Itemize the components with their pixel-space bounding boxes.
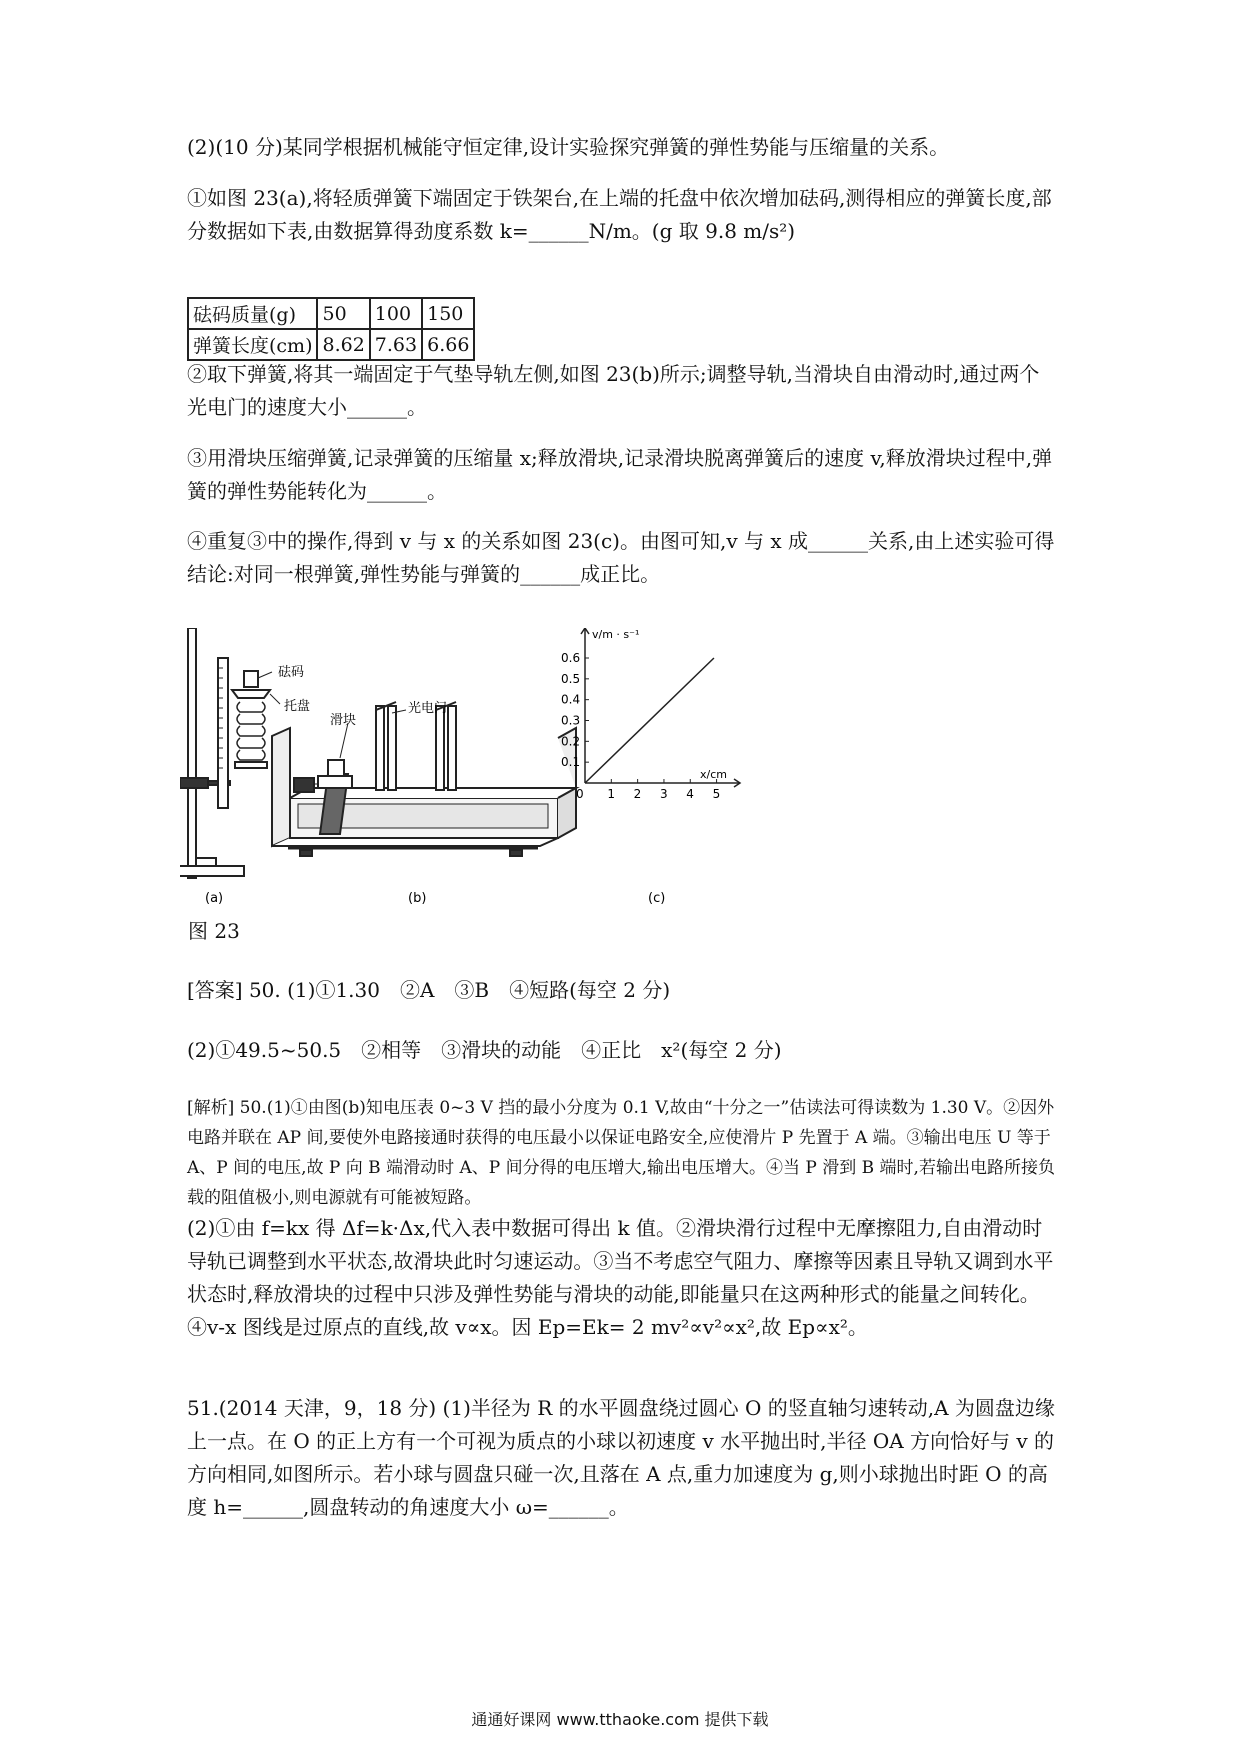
x-tick-label: 4	[686, 787, 694, 801]
table-row	[188, 298, 474, 329]
question-step-4: ④重复③中的操作,得到 v 与 x 的关系如图 23(c)。由图可知,v 与 x 成______关系,由上述实验可得结论:对同一根弹簧,弹性势能与弹簧的______成正比。	[187, 529, 1055, 586]
x-axis-label: x/cm	[700, 768, 727, 781]
slider-label: 滑块	[330, 713, 357, 728]
y-tick-label: 0.4	[561, 692, 581, 707]
analysis-part-2: (2)①由 f=kx 得 Δf=k·Δx,代入表中数据可得出 k 值。②滑块滑行过程中无摩擦阻力,自由滑动时导轨已调整到水平状态,故滑块此时匀速运动。③当不考虑空气阻力、摩擦等因素且导轨又调到水平状态时,释放滑块的过程中只涉及弹性势能与滑块的动能,即能量只在这两种形式的能量之间转化。④v-x 图线是过原点的直线,故 v∝x。因 Ep=Ek= 2 mv²∝v²∝x²,故 Ep∝x²。	[187, 1216, 1054, 1339]
x-tick-label: 0	[576, 787, 584, 801]
table-cell: 150	[422, 298, 474, 329]
y-tick-label: 0.5	[561, 671, 581, 686]
y-tick-label: 0.2	[561, 734, 581, 749]
series-line	[585, 658, 714, 783]
question-step-1: ①如图 23(a),将轻质弹簧下端固定于铁架台,在上端的托盘中依次增加砝码,测得相应的弹簧长度,部分数据如下表,由数据算得劲度系数 k=______N/m。(g 取 9.8 m/s²)	[187, 186, 1052, 243]
x-tick-label: 2	[633, 787, 642, 801]
y-tick-label: 0.1	[561, 755, 581, 770]
figure-label-a: (a)	[205, 891, 224, 906]
y-axis-label: v/m · s⁻¹	[592, 628, 640, 641]
x-tick-label: 5	[712, 787, 721, 801]
y-tick-label: 0.3	[561, 713, 581, 728]
table-cell: 6.66	[422, 329, 474, 360]
table-cell: 7.63	[370, 329, 422, 360]
figure-23	[180, 628, 820, 910]
x-tick-label: 1	[607, 787, 615, 801]
table-cell: 砝码质量(g)	[188, 298, 317, 329]
air-track-drawing	[272, 702, 576, 856]
analysis-part-1: [解析] 50.(1)①由图(b)知电压表 0~3 V 挡的最小分度为 0.1 V,故由“十分之一”估读法可得读数为 1.30 V。②因外电路并联在 AP 间,要使外电路接通时获得的电压最小以保证电路安全,应使滑片 P 先置于 A 端。③输出电压 U 等于 A、P 间的电压,故 P 向 B 端滑动时 A、P 间分得的电压增大,输出电压增大。④当 P 滑到 B 端时,若输出电路所接负载的阻值极小,则电源就有可能被短路。	[187, 1098, 1055, 1208]
figure-caption: 图 23	[188, 919, 240, 943]
table-cell: 弹簧长度(cm)	[188, 329, 317, 360]
question-step-3: ③用滑块压缩弹簧,记录弹簧的压缩量 x;释放滑块,记录滑块脱离弹簧后的速度 v,释放滑块过程中,弹簧的弹性势能转化为______。	[187, 446, 1053, 503]
data-table	[187, 297, 475, 361]
next-question: 51.(2014 天津，9，18 分) (1)半径为 R 的水平圆盘绕过圆心 O 的竖直轴匀速转动,A 为圆盘边缘上一点。在 O 的正上方有一个可视为质点的小球以初速度 v 水平抛出时,半径 OA 方向恰好与 v 的方向相同,如图所示。若小球与圆盘只碰一次,且落在 A 点,重力加速度为 g,则小球抛出时距 O 的高度 h=______,圆盘转动的角速度大小 ω=______。	[187, 1396, 1055, 1519]
table-cell: 100	[370, 298, 422, 329]
answer-line-1: [答案] 50. (1)①1.30 ②A ③B ④短路(每空 2 分)	[187, 978, 671, 1002]
x-tick-label: 3	[659, 787, 668, 801]
question-intro: (2)(10 分)某同学根据机械能守恒定律,设计实验探究弹簧的弹性势能与压缩量的关系。	[187, 135, 950, 159]
weight-label: 砝码	[278, 665, 305, 680]
question-step-2: ②取下弹簧,将其一端固定于气垫导轨左侧,如图 23(b)所示;调整导轨,当滑块自由滑动时,通过两个光电门的速度大小______。	[187, 362, 1040, 419]
iron-stand-drawing	[180, 628, 280, 878]
table-cell: 50	[317, 298, 369, 329]
figure-label-b: (b)	[408, 891, 427, 906]
table-row	[188, 329, 474, 360]
figure-label-c: (c)	[648, 891, 666, 906]
v-x-chart	[561, 628, 740, 801]
answer-line-2: (2)①49.5~50.5 ②相等 ③滑块的动能 ④正比 x²(每空 2 分)	[187, 1038, 782, 1062]
y-tick-label: 0.6	[561, 651, 581, 665]
table-cell: 8.62	[317, 329, 369, 360]
gate-label: 光电门	[408, 701, 448, 716]
page-footer: 通通好课网 www.tthaoke.com 提供下载	[471, 1710, 769, 1729]
tray-label: 托盘	[284, 699, 311, 714]
